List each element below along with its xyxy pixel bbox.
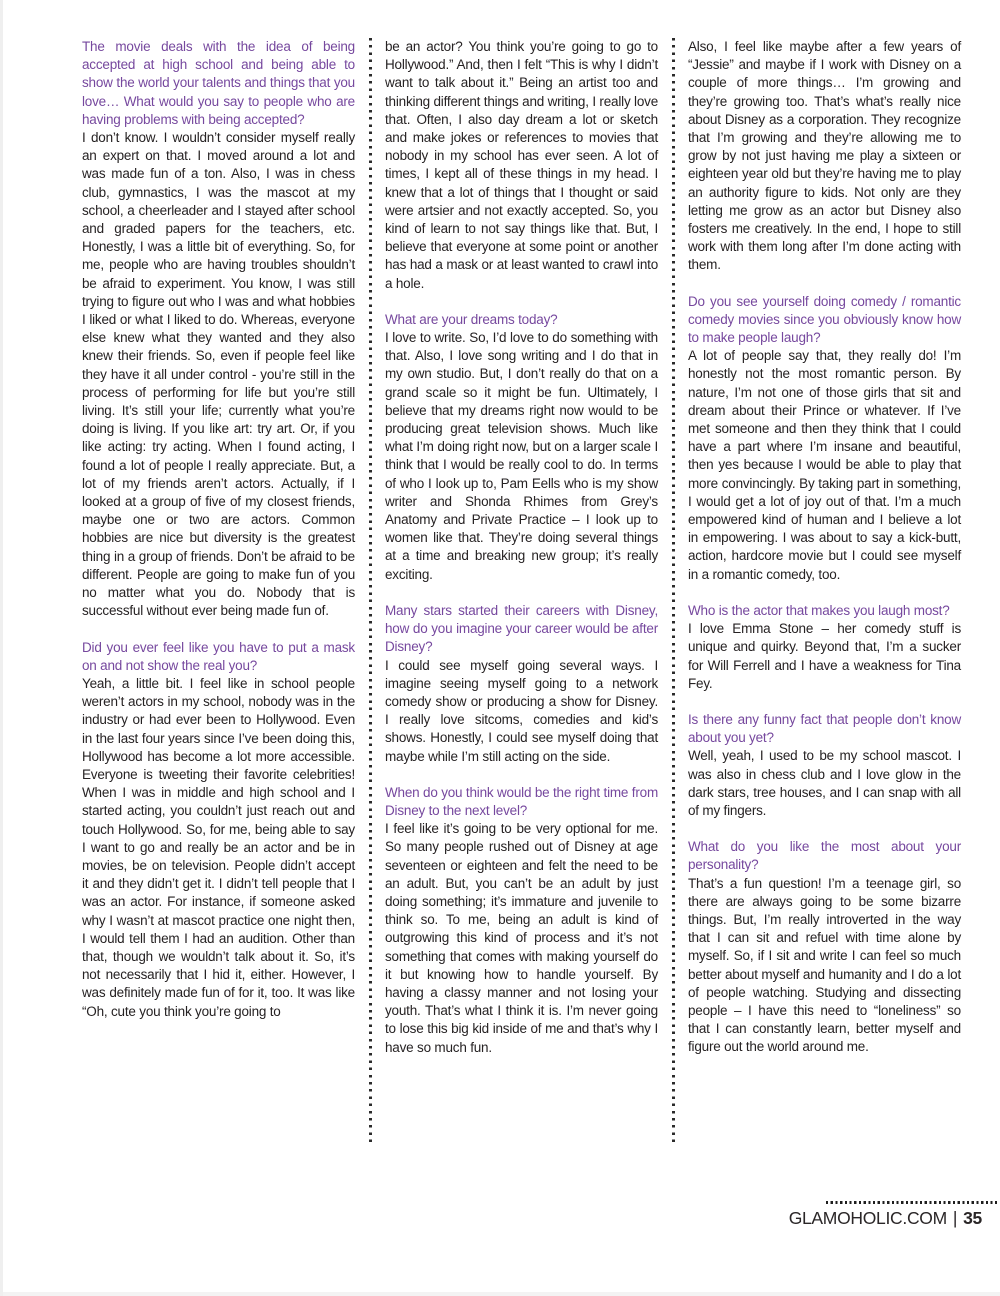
interview-answer: I could see myself going several ways. I imagine seeing myself going to a network comedy show or producing a show for Disney. I really love sitcoms, comedies and kid’s shows. Honestly, I could see myself doing that maybe while I’m still acting on the side. (385, 657, 658, 764)
page-footer (789, 1208, 982, 1229)
footer-page-number: 35 (963, 1208, 982, 1228)
interview-answer: be an actor? You think you’re going to go to Hollywood.” And, then I felt “This is why I didn’t want to talk about it.” Being an artist too and thinking different things and writing, I really love that. Often, I also day dream a lot or sketch and make jokes or references to movies that nobody in my school has ever seen. A lot of times, I kept all of these things in my head. I knew that a lot of things that I thought or said were artsier and not exactly accepted. So, you kind of learn to not say things like that. But, I believe that everyone at some point or another has had a mask or at least wanted to crawl into a hole. (385, 39, 659, 291)
interview-answer: I don’t know. I wouldn’t consider myself really an expert on that. I moved around a lot and was made fun of a ton. Also, I was in chess club, gymnastics, I was the mascot at my school, a cheerleader and I stayed after school and graded papers for the teachers, etc. Honestly, I was a little bit of everything. So, for me, people who are having troubles shouldn’t be afraid to experiment. You know, I was still trying to figure out who I was and what hobbies I liked or what I liked to do. Whereas, everyone else knew what they wanted and they also knew their friends. So, even if people feel like they have it all under control - you’re still in the process of performing for life but you’re still living. It’s still your life; currently what you’re doing is living. If you like art: try art. Or, if you like acting: try acting. When I found acting, I found a lot of people I really appreciate. But, a lot of my friends aren’t actors. Actually, if I looked at a group of five of my closest friends, maybe one or two are actors. Common hobbies are nice but diversity is the greatest thing in a group of friends. Don’t be afraid to be different. People are going to make fun of you no matter what you do. Nobody that is successful without ever being made fun of. (82, 130, 355, 619)
interview-question: Who is the actor that makes you laugh most? (688, 602, 950, 618)
column-separator-dotted (369, 38, 372, 1143)
interview-answer: Also, I feel like maybe after a few years of “Jessie” and maybe if I work with Disney on a couple of more things… I’m growing and they’re growing too. That’s what’s really nice about Disney as a corporation. They recognize that I’m growing and they’re allowing me to grow by not just having me play a sixteen or eighteen year old but they’re having me to play an authority figure to kids. Not only are they letting me grow as an actor but Disney also fosters me creatively. In the end, I hope to still work with them long after I’m done acting with them. (688, 39, 961, 273)
article-columns (82, 38, 962, 1143)
interview-question: Is there any funny fact that people don’t know about you yet? (688, 711, 961, 746)
interview-answer: I feel like it’s going to be very optional for me. So many people rushed out of Disney at age seventeen or eighteen and felt the need to be an adult. But, you can’t be an adult by just doing something; it’s immature and juvenile to think so. To me, being an adult is kind of outgrowing this kind of process and it’s not something that comes with making yourself do it but knowing how to handle yourself. By having a classy manner and not losing your youth. That’s what I think it is. I’m never going to lose this big kid inside of me and that’s why I have so much fun. (385, 821, 658, 1055)
interview-question: Did you ever feel like you have to put a mask on and not show the real you? (82, 639, 355, 673)
footer-dotted-rule (826, 1201, 997, 1204)
interview-answer: That’s a fun question! I’m a teenage girl, so there are always going to be some bizarre things. But, I’m really introverted in the way that I can sit and refuel with time alone by myself. So, if I sit and write I can feel so much better about myself and humanity and I do a lot of people watching. Studying and dissecting people – I have this need to “loneliness” so that I can constantly learn, better myself and figure out the world around me. (688, 875, 961, 1055)
interview-answer: I love to write. So, I’d love to do something with that. Also, I love song writing and I do that in my own studio. But, I don’t really do that on a grand scale so it might be fun. Ultimately, I believe that my dreams right now would to be producing great television shows. Much like what I’m doing right now, but on a larger scale I think that I would be really cool to do. In terms of who I look up to, Pam Eells who is my show writer and Shonda Rhimes from Grey’s Anatomy and Private Practice – I look up to women like that. They’re doing several things at a time and breaking new group; it’s really exciting. (385, 330, 658, 582)
interview-answer: A lot of people say that, they really do! I’m honestly not the most romantic person. By nature, I’m not one of those girls that sit and dream about their Prince or whatever. If I’ve met someone and then they think that I could have a part where I’m insane and beautiful, then yes because I would be able to play that more convincingly. By taking part in something, I would get a lot of joy out of that. I’m a much empowered kind of human and I believe a lot in empowering. I was about to say a kick-butt, action, hardcore movie but I could see myself in a romantic comedy, too. (688, 348, 961, 582)
article-column-3 (688, 38, 961, 1057)
article-column-2 (385, 38, 658, 1057)
interview-question: The movie deals with the idea of being accepted at high school and being able to show the world your talents and things that you love… What would you say to people who are having problems with being accepted? (82, 39, 355, 127)
article-column-1 (82, 38, 355, 1021)
interview-question: Many stars started their careers with Disney, how do you imagine your career would be after Disney? (385, 602, 658, 655)
interview-question: What do you like the most about your personality? (688, 839, 961, 873)
footer-divider: | (952, 1208, 958, 1228)
interview-question: When do you think would be the right time from Disney to the next level? (385, 784, 658, 818)
interview-answer: I love Emma Stone – her comedy stuff is unique and quirky. Beyond that, I’m a sucker for Will Ferrell and I have a weakness for Tina Fey. (688, 621, 961, 691)
interview-question: Do you see yourself doing comedy / romantic comedy movies since you obviously know how to make people laugh? (688, 293, 961, 346)
interview-answer: Yeah, a little bit. I feel like in school people weren’t actors in my school, nobody was in the industry or had ever been to Hollywood. Even in the last four years since I’ve been doing this, Hollywood has become a lot more accessible. Everyone is tweeting their favorite celebrities! When I was in middle and high school and I started acting, you couldn’t just reach out and touch Hollywood. So, for me, being able to say I want to go and really be an actor and be in movies, be on television. People didn’t accept it and they didn’t get it. I didn’t tell people that I was an actor. For instance, if someone asked why I wasn’t at mascot practice one night then, I would tell them I had an audition. Other than that, though we wouldn’t talk about it. So, it’s not necessarily that I hid it, either. However, I was definitely made fun of for it, too. It was like “Oh, cute you think you’re going to (82, 675, 355, 1019)
interview-question: What are your dreams today? (385, 311, 558, 327)
footer-site-label: GLAMOHOLIC.COM (788, 1208, 947, 1228)
interview-answer: Well, yeah, I used to be my school mascot. I was also in chess club and I love glow in the dark stars, tree houses, and I can snap with all of my fingers. (688, 748, 961, 818)
column-separator-dotted (672, 38, 675, 1143)
